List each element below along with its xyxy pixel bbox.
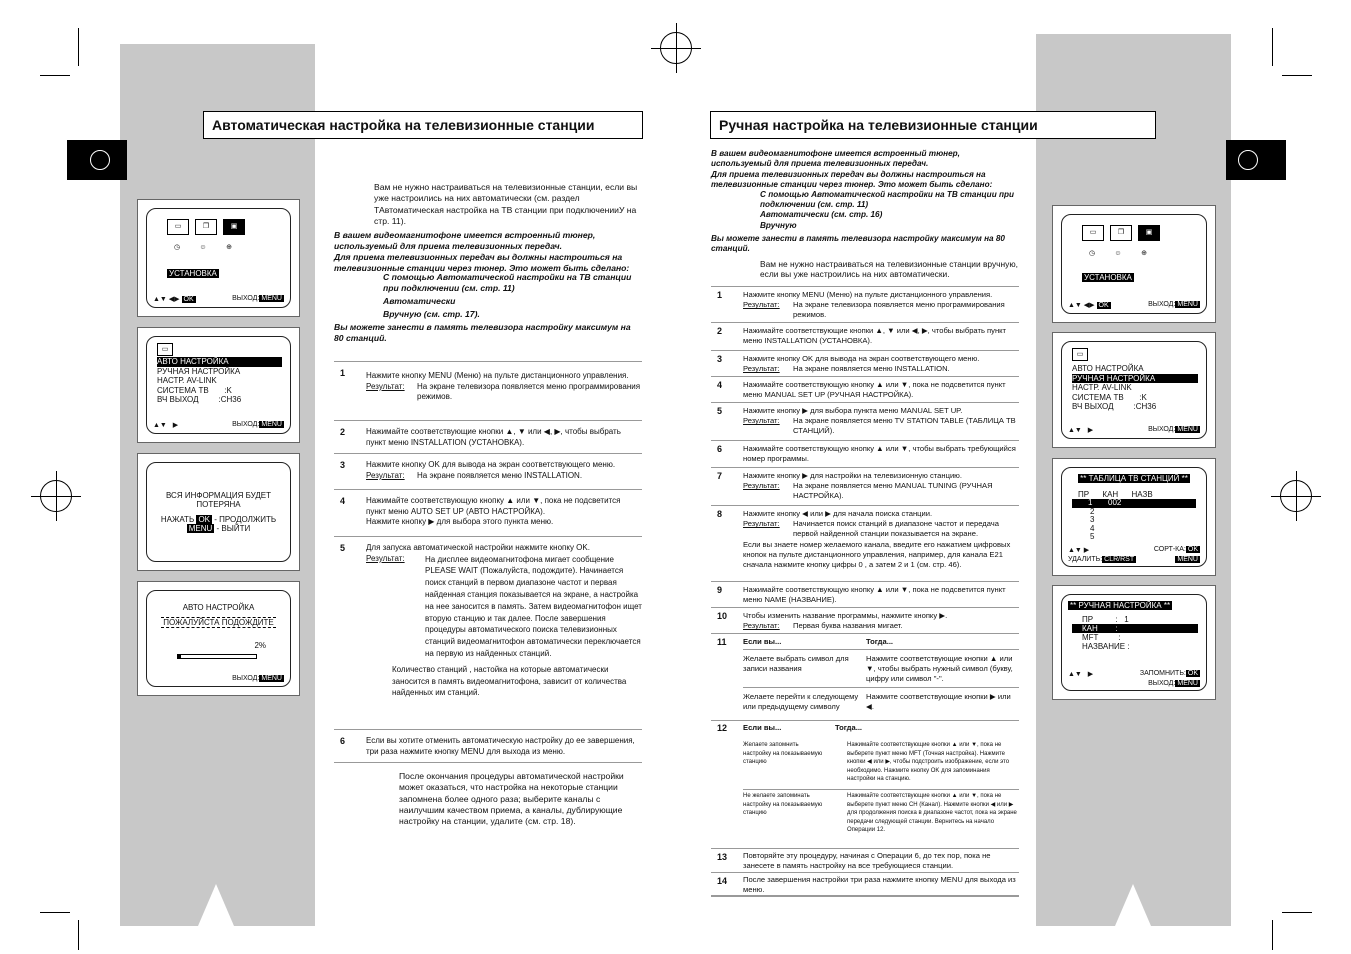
globe-icon: ⊕: [226, 244, 232, 251]
right-step-12: 12 Если вы... Тогда... Желаете запомнить настройку на показываемую станцию Нажимайте соответствующие кнопки ▲ или ▼, пока не выберете пункт меню MFT (Точная настройка). Нажмите кнопки ◀ или ▶, чтобы подстроить изображение, если это необходимо. Нажмите кнопку OK для запоминания настройки на станцию. Не желаете запоминать настройку на показываемую станцию Нажимайте соответствующие кнопки ▲ или ▼, пока не выберете пункт меню CH (Канал). Нажмите кнопки ◀ или ▶ для продолжения поиска в диапазоне частот, пока на экране передачи следующей станции. Вернитесь на начало Операции 12.: [711, 720, 1019, 848]
if-cell: Желаете запомнить настройку на показываемую станцию: [743, 742, 823, 765]
crop-mark: [1282, 912, 1312, 913]
menu-icons-row: [1082, 225, 1160, 241]
right-step-8: 8 Нажмите кнопку ◀ или ▶ для начала поиска станции. Результат: Начинается поиск станций в диапазоне частот и передача первой найденной станции показывается на экране. Если вы знаете номер желаемого канала, введите его нажатием цифровых кнопок на пульте дистанционного управления, например, для канала E21 сначала нажмите кнопку цифры 0 , а затем 2 и 1 (см. стр. 46).: [711, 505, 1019, 581]
right-bottom-triangle: [1115, 884, 1151, 926]
right-step-5: 5 Нажмите кнопку ▶ для выбора пункта меню MANUAL SET UP. Результат: На экране появляется меню TV STATION TABLE (ТАБЛИЦА ТВ СТАНЦИЙ).: [711, 402, 1019, 440]
save-label: ЗАПОМНИТЬ:: [1139, 670, 1186, 677]
menu-key: MENU: [1177, 556, 1198, 563]
result-label: Результат:: [743, 416, 780, 426]
station-row: 1 002: [1072, 499, 1196, 508]
menu-key: MENU: [1177, 680, 1198, 687]
step-text: Нажмите кнопку MENU (Меню) на пульте дистанционного управления.: [743, 290, 993, 299]
menu-item-tv-system: СИСТЕМА ТВ :K: [1072, 392, 1147, 402]
step-text: Нажмите кнопку OK для вывода на экран соответствующего меню.: [366, 460, 616, 469]
clr-rst-key: CLR/RST: [1104, 556, 1135, 563]
face-icon: ☺: [1114, 250, 1122, 257]
crop-mark: [78, 920, 79, 950]
exit-label: ВЫХОД:: [1148, 426, 1176, 433]
station-table-header: ПР КАН НАЗВ: [1078, 490, 1153, 499]
left-option-3: Вручную (см. стр. 17).: [383, 309, 480, 319]
sort-label: СОРТ-КА:: [1153, 546, 1186, 553]
menu-item-tv-system: СИСТЕМА ТВ :K: [157, 385, 232, 395]
then-header: Тогда...: [866, 637, 894, 646]
exit-label: - ВЫЙТИ: [216, 524, 251, 533]
right-step-1: 1 Нажмите кнопку MENU (Меню) на пульте дистанционного управления. Результат: На экране телевизора появляется меню программирования режимов.: [711, 286, 1019, 322]
right-tv-screen-installation: [1052, 205, 1216, 323]
result-text: На дисплее видеомагнитофона мигает сообщение PLEASE WAIT (Пожалуйста, подождите). Начинается поиск станций в первом диапазоне частот и первая найденная станция показывается на экране, а настройка на нее заносится в память. Затем видеомагнитофон ищет вторую станцию и так далее. После завершения процедуры автоматического поиска телевизионных станций видеомагнитофон автоматически переключается на первую из найденных станций.: [425, 554, 642, 658]
result-label: Результат:: [743, 481, 780, 491]
menu-item-auto-setup: АВТО НАСТРОЙКА: [1072, 364, 1144, 373]
menu-item-rf-output: ВЧ ВЫХОД :CH36: [157, 395, 242, 404]
then-cell: Нажимайте соответствующие кнопки ▲ или ▼, пока не выберете пункт меню MFT (Точная настройка). Нажмите кнопки ◀ или ▶, чтобы подстроить изображение, если это необходимо. Нажмите кнопку OK для запоминания настройки на станцию.: [847, 742, 1010, 782]
tv-footer: [1068, 426, 1200, 434]
folder-icon: ▣: [1138, 225, 1160, 241]
right-step-4: 4 Нажимайте соответствующую кнопку ▲ или ▼, пока не подсветится пункт меню MANUAL SET UP (РУЧНАЯ НАСТРОЙКА).: [711, 376, 1019, 402]
nav-arrows: ▲▼ ◀▶: [153, 296, 180, 303]
if-cell: Не желаете запоминать настройку на показываемую станцию: [743, 793, 823, 816]
then-cell: Нажмите соответствующие кнопки ▶ или ◀.: [866, 692, 1011, 712]
result-label: Результат:: [743, 300, 780, 310]
right-step-11: 11 Если вы... Тогда... Желаете выбрать символ для записи названия Нажмите соответствующие кнопки ▲ или ▼, чтобы выбрать нужный символ (букву, цифру или символ "-". Желаете перейти к следующему или предыдущему символу Нажмите соответствующие кнопки ▶ или ◀.: [711, 633, 1019, 720]
menu-key: MENU: [1177, 301, 1198, 308]
nav-arrows: ▲▼ ▶: [1068, 671, 1094, 678]
tv-footer: [153, 421, 284, 429]
right-note-howto: Для приема телевизионных передач вы должны настроиться на телевизионные станции через тюнер. Это может быть сделано:: [711, 170, 993, 189]
step-extra: Если вы знаете номер желаемого канала, введите его нажатием цифровых кнопок на пульте дистанционного управления, например, для канала E21 сначала нажмите кнопку цифры 0 , а затем 2 и 1 (см. стр. 46).: [743, 539, 1011, 570]
right-chapter-tab: [1226, 140, 1286, 180]
menu-key: MENU: [1177, 426, 1198, 433]
step-text: Для запуска автоматической настройки нажмите кнопку OK.: [366, 543, 590, 552]
left-closing-note: После окончания процедуры автоматической настройки может оказаться, что настройка на некоторые станции запомнена более одного раза; выберите каналы с наилучшим качеством приема, а каналы, дублирующие настройку на станции, удалите (см. стр. 18).: [399, 771, 624, 827]
right-option-2: Автоматически (см. стр. 16): [760, 210, 883, 219]
ok-key: OK: [1187, 546, 1198, 553]
result-text: На экране телевизора появляется меню программирования режимов.: [793, 300, 1005, 320]
exit-label: ВЫХОД:: [232, 421, 260, 428]
menu-icons-row-2: [167, 241, 239, 255]
result-text: На экране появляется меню INSTALLATION.: [793, 364, 950, 374]
right-steps: [711, 286, 1019, 897]
ok-key: OK: [198, 515, 210, 524]
nav-arrows: ▲▼ ◀▶: [1068, 302, 1095, 309]
right-tv-screen-install-menu: [1052, 332, 1216, 448]
copy-icon: ❐: [195, 219, 217, 235]
step-text: Чтобы изменить название программы, нажмите кнопку ▶.: [743, 611, 948, 620]
left-note-howto: Для приема телевизионных передач вы должны настроиться на телевизионные станции через тюнер. Это может быть сделано:: [334, 252, 630, 274]
then-cell: Нажмите соответствующие кнопки ▲ или ▼, чтобы выбрать нужный символ (букву, цифру или символ "-".: [866, 654, 1013, 684]
auto-setup-title: АВТО НАСТРОЙКА: [182, 603, 255, 612]
left-page-title: Автоматическая настройка на телевизионные станции: [203, 111, 643, 139]
left-tv-screen-install-menu: [137, 327, 300, 443]
installation-label: УСТАНОВКА: [1084, 273, 1132, 282]
step-text: Нажимайте соответствующую кнопку ▲ или ▼, пока не подсветится пункт меню NAME (НАЗВАНИЕ).: [743, 585, 1006, 605]
registration-mark-icon: [660, 32, 692, 64]
right-note-tuner: В вашем видеомагнитофоне имеется встроенный тюнер, используемый для приема телевизионных передач.: [711, 149, 960, 168]
registration-mark-icon: [1280, 480, 1312, 512]
timer-icon: ◷: [1088, 250, 1096, 257]
please-wait-label: ПОЖАЛУЙСТА ПОДОЖДИТЕ: [161, 617, 276, 628]
left-steps: [334, 361, 642, 763]
folder-icon: ▣: [223, 219, 245, 235]
progress-fill: [178, 655, 181, 658]
left-tv-screen-installation: [137, 199, 300, 317]
exit-label: ВЫХОД:: [1148, 680, 1176, 687]
menu-item-rf-output: ВЧ ВЫХОД :CH36: [1072, 402, 1157, 411]
right-note-max: Вы можете занести в память телевизора настройку максимум на 80 станций.: [711, 234, 1005, 253]
folder-icon: ▭: [157, 343, 173, 356]
crop-mark: [78, 28, 79, 66]
clock-icon: ▭: [167, 219, 189, 235]
right-step-2: 2 Нажимайте соответствующие кнопки ▲, ▼ или ◀, ▶, чтобы выбрать пункт меню INSTALLATION (УСТАНОВКА).: [711, 322, 1019, 350]
result-text: Первая буква названия мигает.: [793, 621, 903, 631]
left-option-1: С помощью Автоматической настройки на ТВ станции при подключении (см. стр. 11): [383, 272, 632, 294]
station-row: 3: [1090, 515, 1095, 524]
step-text: Нажмите кнопку OK для вывода на экран соответствующего меню.: [743, 354, 980, 363]
step-extra: Количество станций , настойка на которые автоматически заносится в память видеомагнитофона, зависит от количества найденных им станций.: [392, 664, 627, 698]
crop-mark: [1272, 920, 1273, 950]
tuning-row-name: НАЗВАНИЕ :: [1082, 642, 1130, 651]
if-header: Если вы...: [743, 723, 782, 732]
left-chapter-tab: [67, 140, 127, 180]
step-text: Нажмите кнопку ▶ для выбора пункта меню MANUAL SET UP.: [743, 406, 963, 415]
right-page-title: Ручная настройка на телевизионные станции: [710, 111, 1156, 139]
nav-arrows: ▲▼ ▶: [1068, 427, 1094, 434]
exit-label: ВЫХОД:: [232, 295, 260, 302]
progress-bar: [177, 654, 257, 659]
folder-icon: ▭: [1072, 348, 1088, 361]
installation-label: УСТАНОВКА: [169, 269, 217, 278]
ok-key: OK: [1187, 670, 1198, 677]
menu-item-manual-setup: РУЧНАЯ НАСТРОЙКА: [1072, 374, 1198, 384]
step-text: Нажимайте соответствующие кнопки ▲, ▼ или ◀, ▶, чтобы выбрать пункт меню INSTALLATION (УСТАНОВКА).: [743, 326, 1007, 346]
menu-key: MENU: [261, 675, 282, 682]
progress-percent: 2%: [254, 641, 266, 650]
warning-line-1: ВСЯ ИНФОРМАЦИЯ БУДЕТ: [165, 491, 272, 500]
tv-footer: [153, 295, 284, 303]
menu-item-auto-setup: АВТО НАСТРОЙКА: [157, 357, 282, 367]
left-tv-screen-autotuning: [137, 581, 300, 696]
then-cell: Нажимайте соответствующие кнопки ▲ или ▼, пока не выберете пункт меню CH (Канал). Нажмите кнопки ◀ или ▶ для продолжения поиска в диапазоне частот, пока на экране передачи следующей станции. Вернитесь на начало Операции 12.: [847, 793, 1017, 833]
left-option-2: Автоматически: [383, 296, 456, 306]
delete-label: УДАЛИТЬ:: [1068, 556, 1103, 563]
registration-mark-icon: [40, 480, 72, 512]
station-row: 5: [1090, 532, 1095, 541]
nav-arrows: ▲▼ ▶: [1068, 547, 1090, 554]
left-step-6: 6 Если вы хотите отменить автоматическую настройку до ее завершения, три раза нажмите кнопку MENU для выхода из меню.: [334, 729, 642, 763]
result-label: Результат:: [366, 470, 405, 480]
right-step-7: 7 Нажмите кнопку ▶ для настройки на телевизионную станцию. Результат: На экране появляется меню MANUAL TUNING (РУЧНАЯ НАСТРОЙКА).: [711, 467, 1019, 505]
step-text: Нажимайте соответствующую кнопку ▲ или ▼, пока не подсветится пункт меню AUTO SET UP (АВТО НАСТРОЙКА).: [366, 496, 621, 516]
left-bottom-triangle: [198, 884, 234, 926]
menu-item-manual-setup: РУЧНАЯ НАСТРОЙКА: [157, 366, 241, 376]
warning-line-2: ПОТЕРЯНА: [196, 500, 241, 509]
tuning-row-ch: КАН :: [1072, 624, 1198, 633]
ok-key: OK: [1098, 302, 1109, 309]
menu-key: MENU: [261, 421, 282, 428]
right-tv-screen-station-table: [1052, 458, 1216, 576]
result-label: Результат:: [743, 364, 780, 374]
tuning-row-pr: ПР : 1: [1082, 615, 1129, 624]
crop-mark: [1282, 75, 1312, 76]
right-option-1: С помощью Автоматической настройки на ТВ станции при подключении (см. стр. 11): [760, 190, 1014, 209]
tv-footer: [153, 675, 284, 682]
menu-item-av-link: НАСТР. AV-LINK: [157, 376, 217, 385]
station-row: 4: [1090, 523, 1095, 533]
tuning-row-mft: MFT :: [1082, 633, 1121, 642]
station-row: 2: [1090, 506, 1095, 516]
left-step-5: 5 Для запуска автоматической настройки нажмите кнопку OK. Результат: На дисплее видеомагнитофона мигает сообщение PLEASE WAIT (Пожалуйста, подождите). Начинается поиск станций в первом диапазоне частот и первая найденная станция показывается на экране, а настройка на нее заносится в память. Затем видеомагнитофон ищет вторую станцию и так далее. После завершения процедуры автоматического поиска телевизионных станций видеомагнитофон автоматически переключается на первую из найденных станций. Количество станций , настойка на которые автоматически заносится в память видеомагнитофона, зависит от количества найденных им станций.: [334, 536, 642, 729]
menu-key: MENU: [261, 295, 282, 302]
then-header: Тогда...: [835, 723, 863, 732]
menu-icons-row: [167, 219, 245, 235]
ok-key: OK: [183, 296, 194, 303]
station-table-title: ** ТАБЛИЦА ТВ СТАНЦИЙ **: [1080, 474, 1188, 483]
continue-label: - ПРОДОЛЖИТЬ: [214, 515, 277, 524]
right-step-9: 9 Нажимайте соответствующую кнопку ▲ или ▼, пока не подсветится пункт меню NAME (НАЗВАНИЕ).: [711, 581, 1019, 607]
clock-icon: ▭: [1082, 225, 1104, 241]
nav-arrows: ▲▼ ▶: [153, 422, 179, 429]
right-tv-screen-manual-tuning: [1052, 585, 1216, 700]
step-text: Нажмите кнопку MENU (Меню) на пульте дистанционного управления.: [366, 371, 629, 380]
left-step-3: 3 Нажмите кнопку OK для вывода на экран соответствующего меню. Результат: На экране появляется меню INSTALLATION.: [334, 453, 642, 489]
manual-tuning-title: ** РУЧНАЯ НАСТРОЙКА **: [1070, 601, 1171, 610]
result-label: Результат:: [366, 553, 405, 563]
exit-label: ВЫХОД:: [232, 675, 260, 682]
right-intro: Вам не нужно настраиваться на телевизионные станции вручную, если вы уже настроились на них автоматически.: [760, 259, 1018, 280]
if-cell: Желаете перейти к следующему или предыдущему символу: [743, 692, 859, 712]
right-step-13: 13 Повторяйте эту процедуру, начиная с Операции 6, до тех пор, пока не занесете в память настройку на все требующиеся станции.: [711, 848, 1019, 872]
timer-icon: ◷: [173, 244, 181, 251]
if-header: Если вы...: [743, 637, 782, 646]
result-text: На экране телевизора появляется меню программирования режимов.: [417, 381, 641, 402]
menu-item-av-link: НАСТР. AV-LINK: [1072, 383, 1132, 392]
result-text: На экране появляется меню TV STATION TABLE (ТАБЛИЦА ТВ СТАНЦИЙ).: [793, 416, 1016, 436]
step-extra: Нажмите кнопку ▶ для выбора этого пункта меню.: [366, 517, 554, 527]
result-label: Результат:: [743, 519, 780, 529]
result-label: Результат:: [743, 621, 780, 631]
left-note-max: Вы можете занести в память телевизора настройку максимум на 80 станций.: [334, 322, 631, 344]
left-step-1: 1 Нажмите кнопку MENU (Меню) на пульте дистанционного управления. Результат: На экране телевизора появляется меню программирования режимов.: [334, 361, 642, 420]
globe-icon: ⊕: [1141, 250, 1147, 257]
step-text: Нажимайте соответствующие кнопки ▲, ▼ или ◀, ▶, чтобы выбрать пункт меню INSTALLATION (УСТАНОВКА).: [366, 427, 621, 447]
exit-label: ВЫХОД:: [1148, 301, 1176, 308]
left-note-tuner: В вашем видеомагнитофоне имеется встроенный тюнер, используемый для приема телевизионных передач.: [334, 230, 596, 252]
press-label: НАЖАТЬ: [160, 515, 195, 524]
result-text: На экране появляется меню MANUAL TUNING (РУЧНАЯ НАСТРОЙКА).: [793, 481, 993, 501]
step-text: Нажимайте соответствующую кнопку ▲ или ▼, пока не подсветится пункт меню MANUAL SET UP (РУЧНАЯ НАСТРОЙКА).: [743, 380, 1006, 400]
copy-icon: ❐: [1110, 225, 1132, 241]
right-step-14: 14 После завершения настройки три раза нажмите кнопку MENU для выхода из меню.: [711, 872, 1019, 897]
left-tv-screen-warning: [137, 453, 300, 571]
left-intro: Вам не нужно настраиваться на телевизионные станции, если вы уже настроились на них автоматически (см. раздел ТАвтоматическая настройка на ТВ станции при подключенииУ на стр. 11).: [374, 182, 638, 226]
menu-key: MENU: [188, 524, 213, 533]
crop-mark: [40, 912, 70, 913]
menu-icons-row-2: [1082, 247, 1154, 261]
if-cell: Желаете выбрать символ для записи названия: [743, 654, 849, 674]
left-step-2: 2 Нажимайте соответствующие кнопки ▲, ▼ или ◀, ▶, чтобы выбрать пункт меню INSTALLATION (УСТАНОВКА).: [334, 420, 642, 453]
right-option-3: Вручную: [760, 221, 797, 230]
step-text: Нажмите кнопку ▶ для настройки на телевизионную станцию.: [743, 471, 962, 480]
right-step-3: 3 Нажмите кнопку OK для вывода на экран соответствующего меню. Результат: На экране появляется меню INSTALLATION.: [711, 350, 1019, 376]
step-text: После завершения настройки три раза нажмите кнопку MENU для выхода из меню.: [743, 875, 1016, 895]
crop-mark: [40, 75, 70, 76]
face-icon: ☺: [199, 244, 207, 251]
result-text: На экране появляется меню INSTALLATION.: [417, 470, 583, 480]
result-label: Результат:: [366, 381, 405, 391]
step-text: Нажимайте соответствующую кнопку ▲ или ▼, чтобы выбрать требующийся номер программы.: [743, 444, 1016, 464]
right-step-6: 6 Нажимайте соответствующую кнопку ▲ или ▼, чтобы выбрать требующийся номер программы.: [711, 440, 1019, 467]
step-text: Повторяйте эту процедуру, начиная с Операции 6, до тех пор, пока не занесете в память настройку на все требующиеся станции.: [743, 851, 991, 871]
crop-mark: [1272, 28, 1273, 66]
right-step-10: 10 Чтобы изменить название программы, нажмите кнопку ▶. Результат: Первая буква названия мигает.: [711, 607, 1019, 633]
tv-footer: [1068, 301, 1200, 309]
step-text: Если вы хотите отменить автоматическую настройку до ее завершения, три раза нажмите кнопку MENU для выхода из меню.: [366, 736, 635, 756]
step-text: Нажмите кнопку ◀ или ▶ для начала поиска станции.: [743, 509, 933, 518]
result-text: Начинается поиск станций в диапазоне частот и передача первой найденной станции показывается на экране.: [793, 519, 999, 539]
left-step-4: 4 Нажимайте соответствующую кнопку ▲ или ▼, пока не подсветится пункт меню AUTO SET UP (АВТО НАСТРОЙКА). Нажмите кнопку ▶ для выбора этого пункта меню.: [334, 489, 642, 536]
